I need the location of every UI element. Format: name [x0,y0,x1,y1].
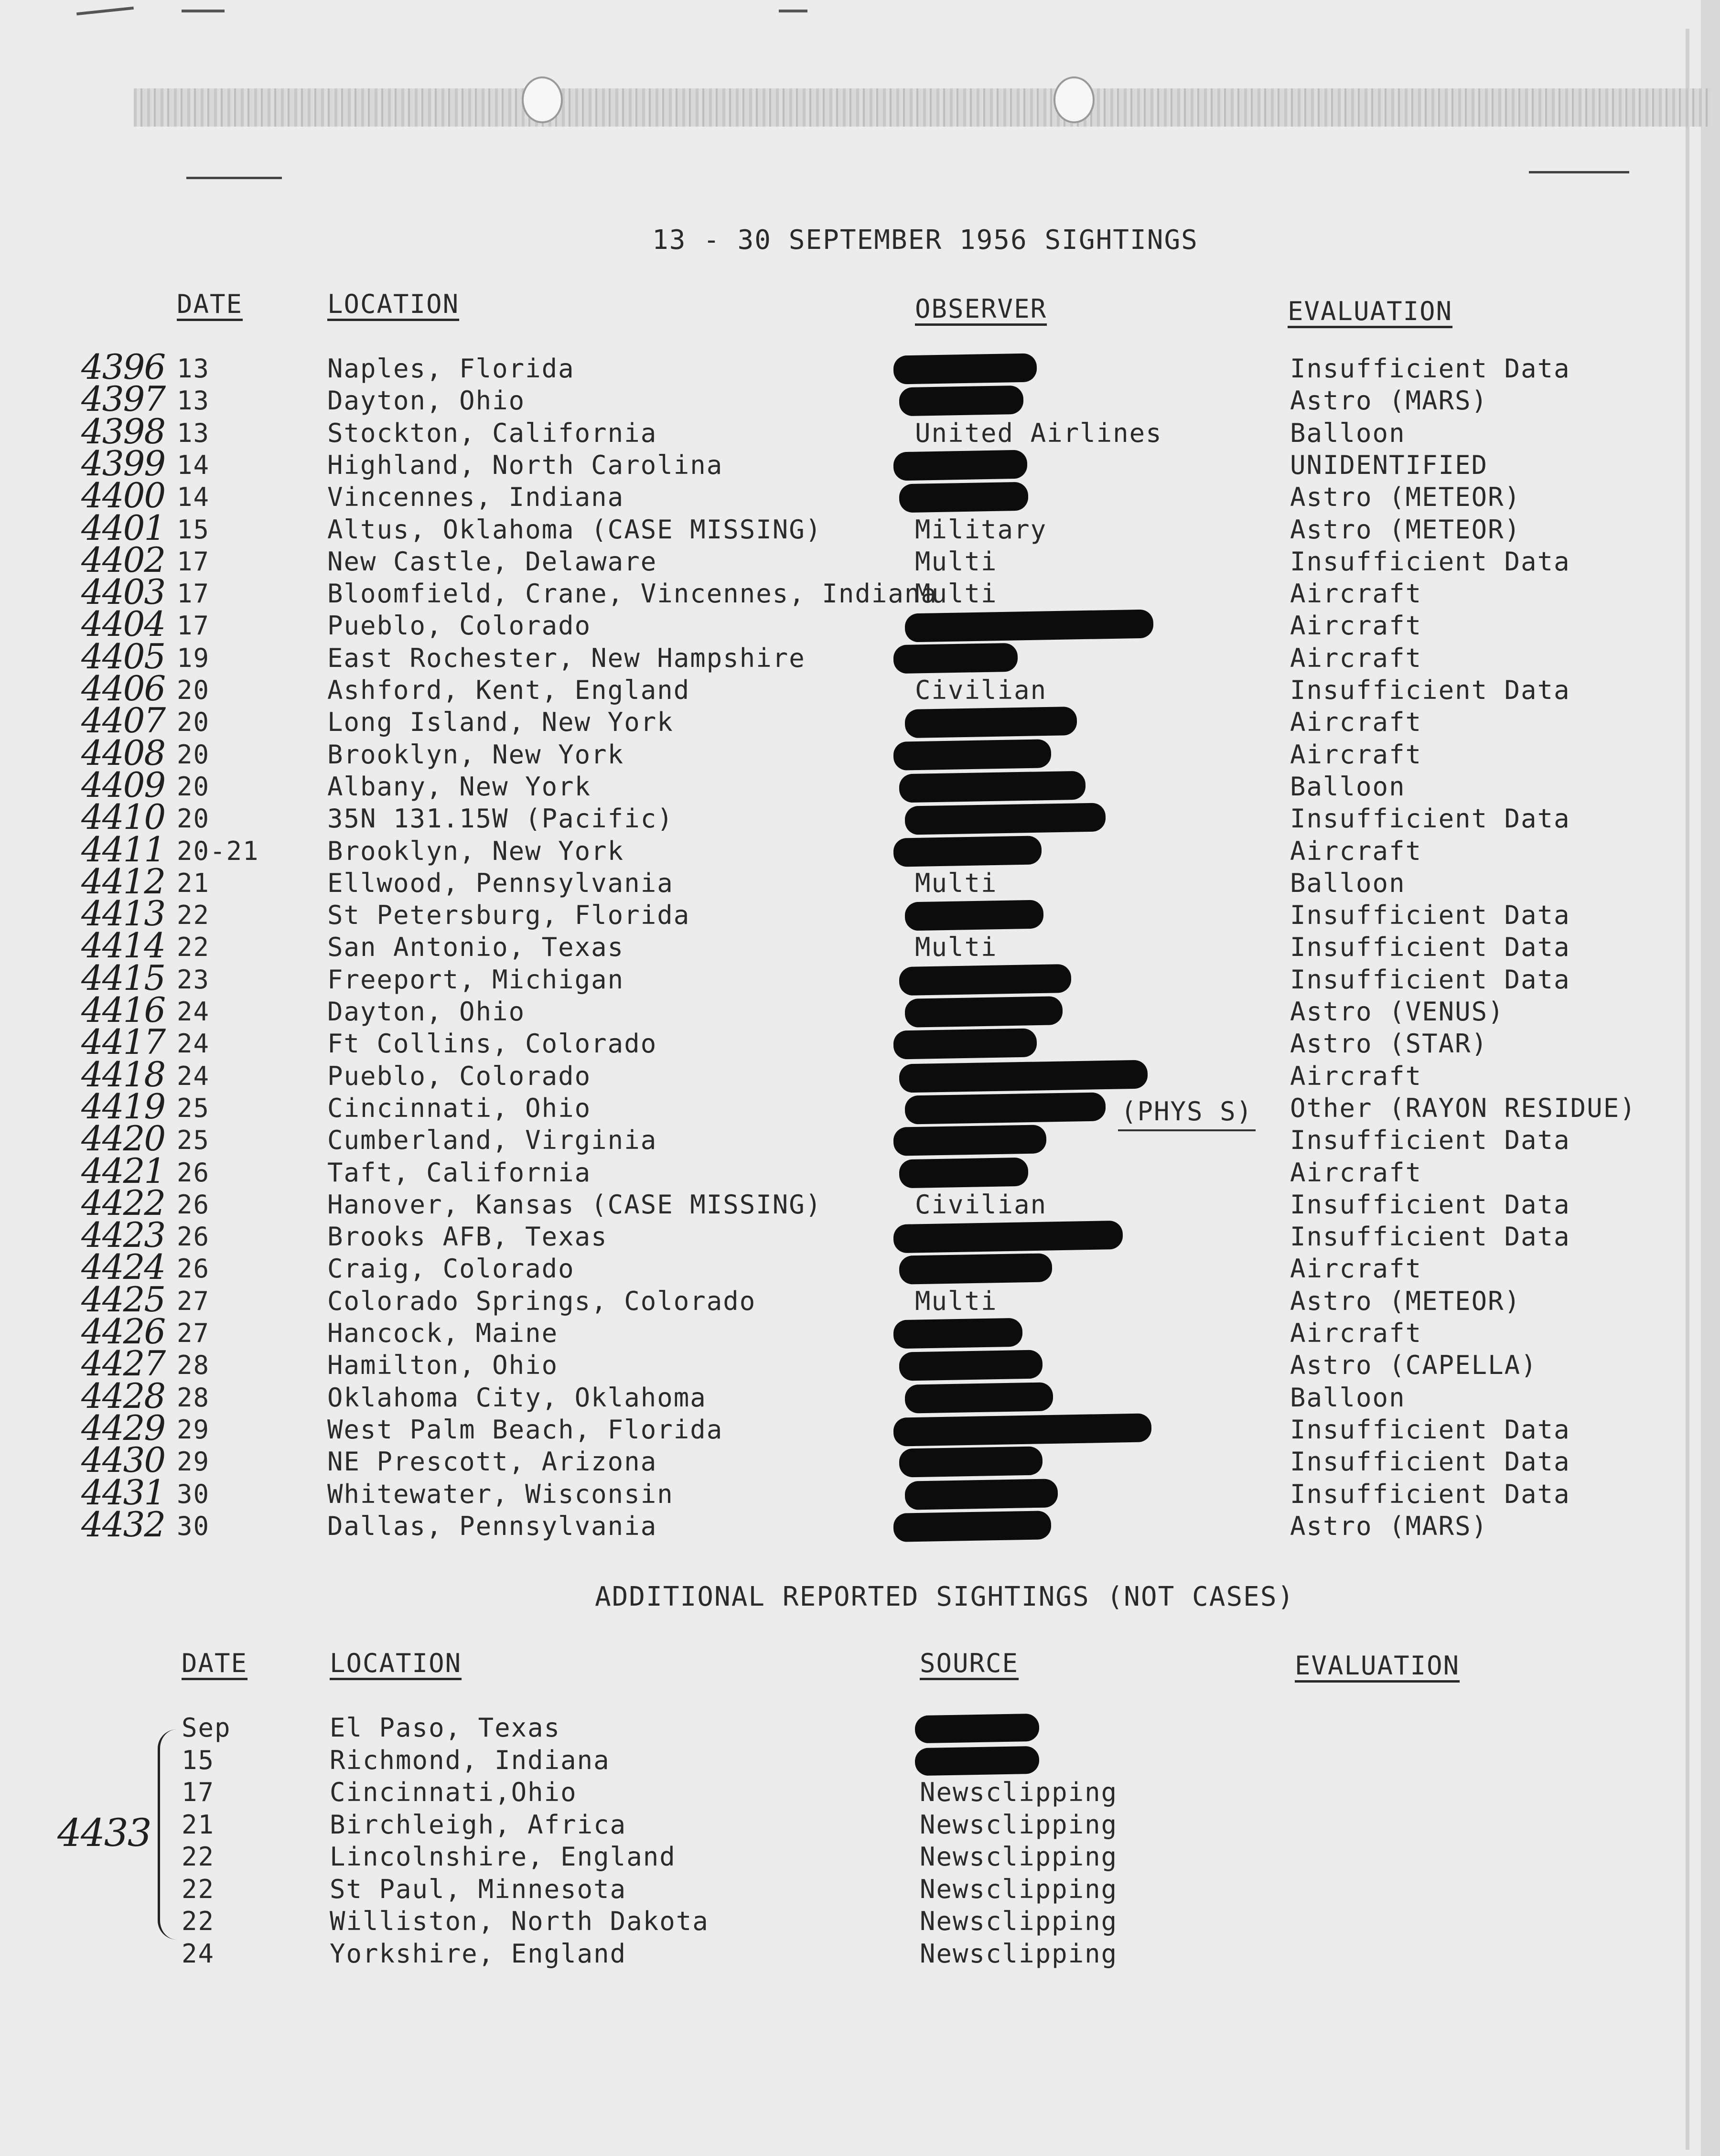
location-cell: Pueblo, Colorado [327,611,591,641]
observer-cell: Multi [915,932,998,963]
redaction-mark [904,900,1043,931]
case-number: 4409 [81,764,165,805]
evaluation-cell: UNIDENTIFIED [1290,450,1488,480]
observer-cell: Civilian [915,675,1047,705]
date-cell: 29 [177,1414,210,1445]
date-cell: 14 [177,450,210,480]
case-number: 4429 [81,1407,165,1448]
evaluation-cell: Aircraft [1290,1061,1422,1091]
observer-cell: Multi [915,868,998,898]
redaction-mark [893,1221,1123,1253]
date-cell: 17 [182,1777,215,1807]
additional-header-location: LOCATION [330,1648,462,1678]
additional-title: ADDITIONAL REPORTED SIGHTINGS (NOT CASES) [595,1581,1295,1612]
punch-hole [522,76,563,123]
observer-cell: Multi [915,579,998,609]
table-row [0,957,1701,998]
case-number: 4397 [81,379,165,419]
date-cell: 20-21 [177,836,259,866]
evaluation-cell: Insufficient Data [1290,1189,1570,1220]
evaluation-cell: Aircraft [1290,1254,1422,1284]
list-item [0,1906,1701,1938]
evaluation-cell: Insufficient Data [1290,804,1570,834]
location-cell: El Paso, Texas [330,1713,561,1743]
evaluation-cell: Insufficient Data [1290,1447,1570,1477]
source-cell: Newsclipping [920,1809,1118,1840]
observer-cell: Multi [915,546,998,577]
date-cell: 24 [177,997,210,1027]
date-cell: 28 [177,1382,210,1413]
header-location: LOCATION [327,289,460,319]
location-cell: Ft Collins, Colorado [327,1029,657,1059]
case-number: 4432 [81,1504,165,1545]
evaluation-cell: Insufficient Data [1290,1125,1570,1156]
redaction-mark [899,482,1028,513]
location-cell: West Palm Beach, Florida [327,1414,723,1445]
location-cell: Highland, North Carolina [327,450,723,480]
table-row [0,1375,1701,1416]
date-cell: 26 [177,1157,210,1188]
punch-hole [1054,76,1095,123]
case-number: 4398 [81,411,165,451]
list-item [0,1777,1701,1809]
date-cell: 30 [177,1479,210,1509]
location-cell: Ellwood, Pennsylvania [327,868,674,898]
location-cell: Brooks AFB, Texas [327,1222,608,1252]
redaction-mark [893,353,1037,384]
observer-cell: Civilian [915,1189,1047,1220]
table-row [0,797,1701,837]
list-item [0,1745,1701,1777]
table-row [0,539,1701,580]
table-row [0,347,1701,387]
date-cell: 20 [177,804,210,834]
table-row [0,1118,1701,1159]
case-number: 4420 [81,1118,165,1159]
scan-top-band [134,88,1710,127]
date-cell: 14 [177,482,210,513]
case-number: 4411 [81,829,165,869]
evaluation-cell: Aircraft [1290,579,1422,609]
evaluation-cell: Aircraft [1290,1157,1422,1188]
location-cell: Pueblo, Colorado [327,1061,591,1091]
date-cell: 20 [177,675,210,705]
redaction-mark [899,771,1086,803]
observer-cell: Multi [915,1286,998,1316]
date-cell: 15 [177,514,210,545]
evaluation-cell: Astro (METEOR) [1290,514,1521,545]
evaluation-cell: Aircraft [1290,836,1422,866]
case-number: 4404 [81,604,165,644]
evaluation-cell: Insufficient Data [1290,354,1570,384]
redaction-mark [905,610,1154,643]
redaction-mark [893,450,1027,481]
table-row [0,1022,1701,1062]
additional-header-date: DATE [182,1648,248,1678]
table-row [0,507,1701,548]
evaluation-cell: Astro (STAR) [1290,1029,1488,1059]
redaction-mark [893,643,1018,674]
location-cell: Whitewater, Wisconsin [327,1479,674,1509]
evaluation-cell: Other (RAYON RESIDUE) [1290,1093,1636,1123]
additional-header-source: SOURCE [920,1648,1019,1678]
evaluation-cell: Aircraft [1290,643,1422,673]
redaction-mark [899,1157,1028,1188]
redaction-mark [905,996,1063,1028]
redaction-mark [899,1254,1053,1285]
date-cell: 22 [182,1874,215,1904]
location-cell: Dayton, Ohio [327,997,526,1027]
date-cell: 24 [177,1029,210,1059]
evaluation-cell: Insufficient Data [1290,932,1570,963]
redaction-mark [893,1413,1152,1446]
case-number: 4417 [81,1022,165,1062]
case-number: 4401 [81,507,165,548]
date-cell: 20 [177,771,210,802]
table-row [0,1150,1701,1191]
redaction-mark [893,1029,1037,1060]
location-cell: Brooklyn, New York [327,739,624,770]
table-row [0,1247,1701,1287]
source-cell: Newsclipping [920,1842,1118,1872]
source-cell: Newsclipping [920,1777,1118,1807]
evaluation-cell: Insufficient Data [1290,900,1570,931]
location-cell: Albany, New York [327,771,591,802]
header-observer: OBSERVER [915,294,1047,324]
redaction-mark [905,1382,1054,1413]
location-cell: Yorkshire, England [330,1938,627,1969]
table-row [0,1182,1701,1223]
case-number: 4402 [81,539,165,580]
date-cell: 22 [182,1842,215,1872]
table-row [0,829,1701,869]
location-cell: Bloomfield, Crane, Vincennes, Indiana [327,579,937,609]
location-cell: East Rochester, New Hampshire [327,643,806,673]
case-number: 4407 [81,700,165,741]
case-number: 4419 [81,1086,165,1126]
evaluation-cell: Aircraft [1290,707,1422,738]
table-row [0,411,1701,451]
scan-mark [76,7,134,16]
case-number: 4416 [81,990,165,1030]
case-number: 4423 [81,1215,165,1255]
list-item [0,1713,1701,1745]
date-cell: 22 [177,900,210,931]
evaluation-cell: Astro (MARS) [1290,1511,1488,1541]
case-number: 4408 [81,732,165,773]
redaction-mark [893,1318,1022,1349]
location-cell: Dallas, Pennsylvania [327,1511,657,1541]
table-row [0,1407,1701,1448]
table-row [0,1311,1701,1352]
date-cell: 27 [177,1318,210,1348]
case-number: 4418 [81,1054,165,1094]
case-number: 4425 [81,1279,165,1319]
table-row [0,572,1701,612]
table-row [0,1215,1701,1255]
date-cell: 28 [177,1350,210,1381]
header-date: DATE [177,289,243,319]
date-cell: 15 [182,1745,215,1775]
case-number: 4431 [81,1472,165,1512]
location-cell: Freeport, Michigan [327,964,624,995]
case-number: 4428 [81,1375,165,1416]
case-number: 4424 [81,1247,165,1287]
table-row [0,925,1701,966]
case-number: 4421 [81,1150,165,1191]
case-number: 4427 [81,1343,165,1384]
case-number: 4399 [81,443,165,483]
evaluation-cell: Astro (METEOR) [1290,1286,1521,1316]
additional-case-number: 4433 [57,1811,151,1855]
location-cell: New Castle, Delaware [327,546,657,577]
evaluation-cell: Insufficient Data [1290,1479,1570,1509]
page-title: 13 - 30 SEPTEMBER 1956 SIGHTINGS [652,225,1198,256]
scan-mark [779,10,807,12]
redaction-mark [899,1350,1043,1381]
date-cell: 30 [177,1511,210,1541]
location-cell: Cincinnati, Ohio [327,1093,591,1123]
table-row [0,1472,1701,1512]
date-cell: 27 [177,1286,210,1316]
date-cell: 29 [177,1447,210,1477]
location-cell: Brooklyn, New York [327,836,624,866]
phys-note: (PHYS S) [1118,1096,1256,1131]
date-cell: 13 [177,354,210,384]
evaluation-cell: Insufficient Data [1290,964,1570,995]
location-cell: Hanover, Kansas (CASE MISSING) [327,1189,822,1220]
redaction-mark [899,1060,1148,1093]
case-number: 4403 [81,572,165,612]
location-cell: St Paul, Minnesota [330,1874,627,1904]
case-number: 4406 [81,668,165,708]
date-cell: 25 [177,1093,210,1123]
redaction-mark [893,836,1042,867]
location-cell: Naples, Florida [327,354,575,384]
list-item [0,1874,1701,1906]
redaction-mark [899,1447,1043,1478]
redaction-mark [905,1479,1058,1510]
location-cell: 35N 131.15W (Pacific) [327,804,674,834]
location-cell: Hancock, Maine [327,1318,559,1348]
case-number: 4413 [81,893,165,934]
date-cell: Sep [182,1713,231,1743]
table-row [0,475,1701,516]
date-cell: 24 [182,1938,215,1969]
date-cell: 20 [177,739,210,770]
table-row [0,668,1701,708]
table-row [0,732,1701,773]
case-number: 4410 [81,797,165,837]
case-number: 4412 [81,861,165,901]
case-number: 4430 [81,1440,165,1480]
table-row [0,893,1701,934]
location-cell: Cincinnati,Ohio [330,1777,577,1807]
redaction-mark [915,1746,1040,1776]
location-cell: St Petersburg, Florida [327,900,690,931]
table-row [0,764,1701,805]
location-cell: Taft, California [327,1157,591,1188]
list-item [0,1842,1701,1874]
header-evaluation: EVALUATION [1288,296,1453,326]
location-cell: San Antonio, Texas [327,932,624,963]
evaluation-cell: Aircraft [1290,1318,1422,1348]
date-cell: 20 [177,707,210,738]
evaluation-cell: Astro (VENUS) [1290,997,1505,1027]
table-row [0,1343,1701,1384]
evaluation-cell: Insufficient Data [1290,675,1570,705]
location-cell: Altus, Oklahoma (CASE MISSING) [327,514,822,545]
margin-mark [1529,171,1629,173]
table-row [0,443,1701,483]
observer-cell: United Airlines [915,418,1162,448]
table-row [0,604,1701,644]
case-number: 4426 [81,1311,165,1352]
case-number: 4400 [81,475,165,516]
date-cell: 26 [177,1254,210,1284]
location-cell: Williston, North Dakota [330,1906,709,1936]
location-cell: Cumberland, Virginia [327,1125,657,1156]
list-item [0,1810,1701,1842]
case-number: 4415 [81,957,165,998]
case-number: 4405 [81,636,165,676]
location-cell: Stockton, California [327,418,657,448]
location-cell: Birchleigh, Africa [330,1809,627,1840]
evaluation-cell: Aircraft [1290,739,1422,770]
table-row [0,861,1701,901]
location-cell: Richmond, Indiana [330,1745,610,1775]
table-row [0,1504,1701,1545]
date-cell: 13 [177,418,210,448]
location-cell: NE Prescott, Arizona [327,1447,657,1477]
list-item [0,1939,1701,1971]
case-number: 4396 [81,347,165,387]
additional-header-evaluation: EVALUATION [1295,1651,1460,1681]
evaluation-cell: Balloon [1290,418,1406,448]
table-row [0,700,1701,741]
evaluation-cell: Insufficient Data [1290,546,1570,577]
date-cell: 17 [177,546,210,577]
date-cell: 17 [177,611,210,641]
table-row [0,1054,1701,1094]
date-cell: 21 [177,868,210,898]
evaluation-cell: Balloon [1290,1382,1406,1413]
evaluation-cell: Astro (METEOR) [1290,482,1521,513]
scan-mark [182,10,225,12]
date-cell: 24 [177,1061,210,1091]
location-cell: Dayton, Ohio [327,386,526,416]
observer-cell: Military [915,514,1047,545]
location-cell: Hamilton, Ohio [327,1350,559,1381]
date-cell: 21 [182,1809,215,1840]
redaction-mark [899,386,1023,417]
date-cell: 22 [182,1906,215,1936]
source-cell: Newsclipping [920,1874,1118,1904]
evaluation-cell: Balloon [1290,771,1406,802]
date-cell: 22 [177,932,210,963]
redaction-mark [893,1125,1047,1156]
table-row [0,1086,1701,1126]
case-number: 4422 [81,1182,165,1223]
date-cell: 23 [177,964,210,995]
location-cell: Ashford, Kent, England [327,675,690,705]
date-cell: 17 [177,579,210,609]
evaluation-cell: Astro (MARS) [1290,386,1488,416]
evaluation-cell: Insufficient Data [1290,1414,1570,1445]
redaction-mark [893,1511,1052,1542]
table-row [0,990,1701,1030]
date-cell: 25 [177,1125,210,1156]
table-row [0,636,1701,676]
date-cell: 26 [177,1222,210,1252]
evaluation-cell: Aircraft [1290,611,1422,641]
location-cell: Oklahoma City, Oklahoma [327,1382,707,1413]
location-cell: Vincennes, Indiana [327,482,624,513]
redaction-mark [893,739,1052,771]
redaction-mark [905,803,1106,835]
date-cell: 26 [177,1189,210,1220]
case-number: 4414 [81,925,165,966]
location-cell: Lincolnshire, England [330,1842,676,1872]
source-cell: Newsclipping [920,1938,1118,1969]
evaluation-cell: Balloon [1290,868,1406,898]
evaluation-cell: Astro (CAPELLA) [1290,1350,1537,1381]
redaction-mark [915,1714,1040,1744]
date-cell: 19 [177,643,210,673]
table-row [0,1279,1701,1319]
evaluation-cell: Insufficient Data [1290,1222,1570,1252]
source-cell: Newsclipping [920,1906,1118,1936]
margin-mark [186,177,282,179]
redaction-mark [905,1092,1106,1124]
table-row [0,1440,1701,1480]
table-row [0,379,1701,419]
location-cell: Long Island, New York [327,707,674,738]
date-cell: 13 [177,386,210,416]
location-cell: Colorado Springs, Colorado [327,1286,756,1316]
location-cell: Craig, Colorado [327,1254,575,1284]
redaction-mark [899,964,1072,996]
redaction-mark [905,707,1077,738]
